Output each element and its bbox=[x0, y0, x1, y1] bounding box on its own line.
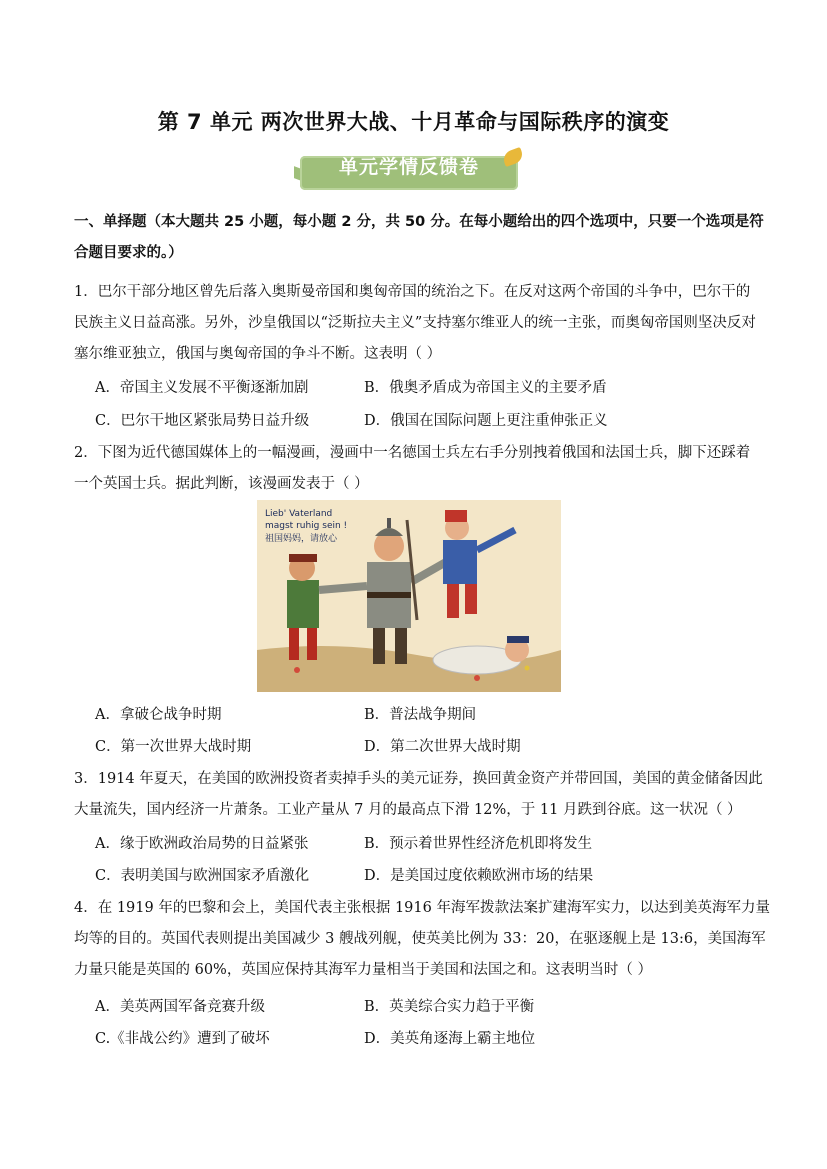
q1-stem-line3: 塞尔维亚独立，俄国与奥匈帝国的争斗不断。这表明（ ） bbox=[74, 346, 442, 362]
q4-option-a[interactable]: A．美英两国军备竞赛升级 bbox=[95, 999, 265, 1015]
section-heading-line1: 一、单择题（本大题共 25 小题，每小题 2 分，共 50 分。在每小题给出的四个选项中，只要一个选项是符 bbox=[74, 214, 764, 230]
q3-option-a[interactable]: A．缘于欧洲政治局势的日益紧张 bbox=[95, 836, 309, 852]
badge-label: 单元学情反馈卷 bbox=[338, 156, 479, 178]
q4-stem-line2: 均等的目的。英国代表则提出美国减少 3 艘战列舰，使英美比例为 33：20，在驱逐舰上是 13:6，美国海军 bbox=[74, 931, 766, 947]
q1-option-a[interactable]: A．帝国主义发展不平衡逐渐加剧 bbox=[95, 380, 309, 396]
q3-stem-line1: 3．1914 年夏天，在美国的欧洲投资者卖掉手头的美元证券，换回黄金资产并带回国，美国的黄金储备因此 bbox=[74, 771, 763, 787]
q1-option-b[interactable]: B．俄奥矛盾成为帝国主义的主要矛盾 bbox=[364, 380, 607, 396]
q4-option-d[interactable]: D．美英角逐海上霸主地位 bbox=[364, 1031, 536, 1047]
q2-option-a[interactable]: A．拿破仑战争时期 bbox=[95, 707, 222, 723]
q2-stem-line2: 一个英国士兵。据此判断，该漫画发表于（ ） bbox=[74, 476, 369, 492]
cartoon-caption-3: 祖国妈妈，请放心 bbox=[265, 534, 338, 544]
page-title: 第 7 单元 两次世界大战、十月革命与国际秩序的演变 bbox=[157, 110, 670, 134]
q4-stem-line1: 4．在 1919 年的巴黎和会上，美国代表主张根据 1916 年海军拨款法案扩建海军实力，以达到美英海军力量 bbox=[74, 900, 770, 916]
q3-option-b[interactable]: B．预示着世界性经济危机即将发生 bbox=[364, 836, 593, 852]
q3-option-c[interactable]: C．表明美国与欧洲国家矛盾激化 bbox=[95, 868, 310, 884]
q2-option-d[interactable]: D．第二次世界大战时期 bbox=[364, 739, 521, 755]
q1-stem-line1: 1．巴尔干部分地区曾先后落入奥斯曼帝国和奥匈帝国的统治之下。在反对这两个帝国的斗争中，巴尔干的 bbox=[74, 284, 751, 300]
q3-option-d[interactable]: D．是美国过度依赖欧洲市场的结果 bbox=[364, 868, 594, 884]
cartoon-caption-2: magst ruhig sein ! bbox=[265, 521, 348, 531]
q3-stem-line2: 大量流失，国内经济一片萧条。工业产量从 7 月的最高点下滑 12%，于 11 月跌到谷底。这一状况（ ） bbox=[74, 802, 742, 818]
q1-option-d[interactable]: D．俄国在国际问题上更注重伸张正义 bbox=[364, 413, 608, 429]
unit-badge bbox=[300, 150, 525, 194]
section-heading-line2: 合题目要求的。） bbox=[74, 245, 183, 261]
q4-option-b[interactable]: B．英美综合实力趋于平衡 bbox=[364, 999, 535, 1015]
q4-option-c[interactable]: C.《非战公约》遭到了破坏 bbox=[95, 1031, 270, 1047]
war-cartoon-image bbox=[257, 500, 561, 692]
cartoon-caption-1: Lieb' Vaterland bbox=[265, 509, 333, 519]
q4-stem-line3: 力量只能是英国的 60%，英国应保持其海军力量相当于美国和法国之和。这表明当时（ ） bbox=[74, 962, 652, 978]
q2-stem-line1: 2．下图为近代德国媒体上的一幅漫画，漫画中一名德国士兵左右手分别拽着俄国和法国士兵，脚下还踩着 bbox=[74, 445, 751, 461]
q1-option-c[interactable]: C．巴尔干地区紧张局势日益升级 bbox=[95, 413, 310, 429]
q2-option-b[interactable]: B．普法战争期间 bbox=[364, 707, 477, 723]
q1-stem-line2: 民族主义日益高涨。另外，沙皇俄国以“泛斯拉夫主义”支持塞尔维亚人的统一主张，而奥匈帝国则坚决反对 bbox=[74, 315, 756, 331]
q2-option-c[interactable]: C．第一次世界大战时期 bbox=[95, 739, 252, 755]
